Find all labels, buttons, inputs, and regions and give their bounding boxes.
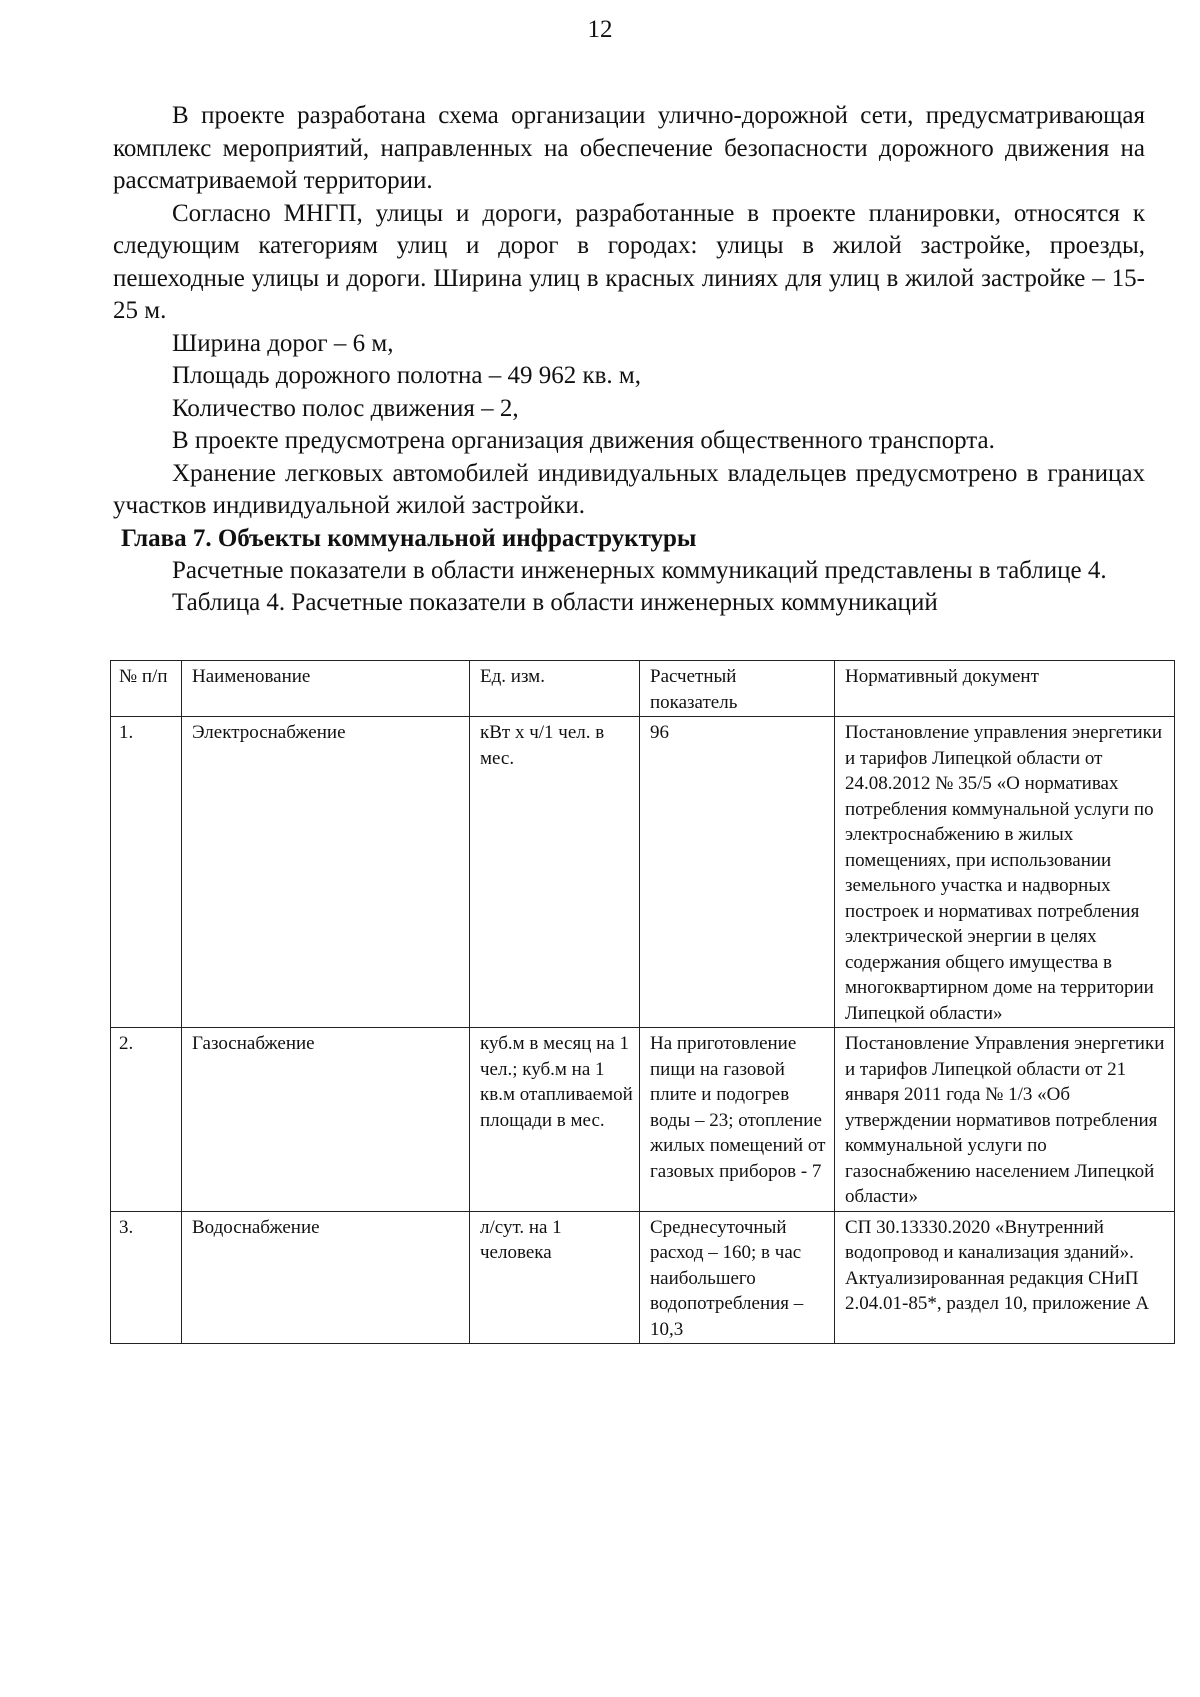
row-unit: кВт х ч/1 чел. в мес. — [470, 717, 640, 1028]
row-number: 2. — [111, 1028, 182, 1212]
table-caption: Таблица 4. Расчетные показатели в области инженерных коммуникаций — [172, 588, 938, 616]
header-document: Нормативный документ — [835, 661, 1175, 717]
row-number: 1. — [111, 717, 182, 1028]
paragraph-lane-count: Количество полос движения – 2, — [172, 394, 519, 422]
paragraph-car-storage: Хранение легковых автомобилей индивидуальных владельцев предусмотрено в границах участков индивидуальной жилой застройки. — [113, 459, 1145, 519]
row-document: Постановление управления энергетики и тарифов Липецкой области от 24.08.2012 № 35/5 «О нормативах потребления коммунальной услуги по электроснабжению в жилых помещениях, при использовании земельного участка и надворных построек и нормативах потребления электрической энергии в целях содержания общего имущества в многоквартирном доме на территории Липецкой области» — [835, 717, 1175, 1028]
row-document: СП 30.13330.2020 «Внутренний водопровод и канализация зданий». Актуализированная редакция СНиП 2.04.01-85*, раздел 10, приложение А — [835, 1211, 1175, 1344]
body-text — [113, 100, 1145, 615]
table-row — [111, 1211, 1175, 1344]
paragraph-road-network: В проекте разработана схема организации улично-дорожной сети, предусматривающая комплекс мероприятий, направленных на обеспечение безопасности дорожного движения на рассматриваемой территории. — [113, 102, 1145, 194]
paragraph-road-width: Ширина дорог – 6 м, — [172, 329, 394, 357]
header-number: № п/п — [111, 661, 182, 717]
header-name: Наименование — [182, 661, 470, 717]
paragraph-public-transport: В проекте предусмотрена организация движения общественного транспорта. — [172, 427, 995, 454]
header-value: Расчетный показатель — [640, 661, 835, 717]
header-unit: Ед. изм. — [470, 661, 640, 717]
paragraph-street-categories: Согласно МНГП, улицы и дороги, разработанные в проекте планировки, относятся к следующим категориям улиц и дорог в городах: улицы в жилой застройке, проезды, пешеходные улицы и дороги. Ширина улиц в красных линиях для улиц в жилой застройке – 15-25 м. — [113, 199, 1145, 324]
chapter-title: Глава 7. Объекты коммунальной инфраструктуры — [121, 524, 697, 552]
chapter-intro: Расчетные показатели в области инженерных коммуникаций представлены в таблице 4. — [172, 557, 1107, 584]
paragraph-road-area: Площадь дорожного полотна – 49 962 кв. м, — [172, 362, 641, 389]
row-name: Водоснабжение — [182, 1211, 470, 1344]
row-name: Электроснабжение — [182, 717, 470, 1028]
page-number: 12 — [587, 16, 613, 43]
row-value: На приготовление пищи на газовой плите и подогрев воды – 23; отопление жилых помещений от газовых приборов - 7 — [640, 1028, 835, 1212]
row-document: Постановление Управления энергетики и тарифов Липецкой области от 21 января 2011 года № 1/3 «Об утверждении нормативов потребления коммунальной услуги по газоснабжению населением Липецкой области» — [835, 1028, 1175, 1212]
table-header-row — [111, 661, 1175, 717]
table-row — [111, 717, 1175, 1028]
row-value: Среднесуточный расход – 160; в час наибольшего водопотребления – 10,3 — [640, 1211, 835, 1344]
row-number: 3. — [111, 1211, 182, 1344]
row-unit: л/сут. на 1 человека — [470, 1211, 640, 1344]
row-value: 96 — [640, 717, 835, 1028]
infrastructure-table — [110, 660, 1175, 1344]
row-unit: куб.м в месяц на 1 чел.; куб.м на 1 кв.м отапливаемой площади в мес. — [470, 1028, 640, 1212]
row-name: Газоснабжение — [182, 1028, 470, 1212]
table-row — [111, 1028, 1175, 1212]
